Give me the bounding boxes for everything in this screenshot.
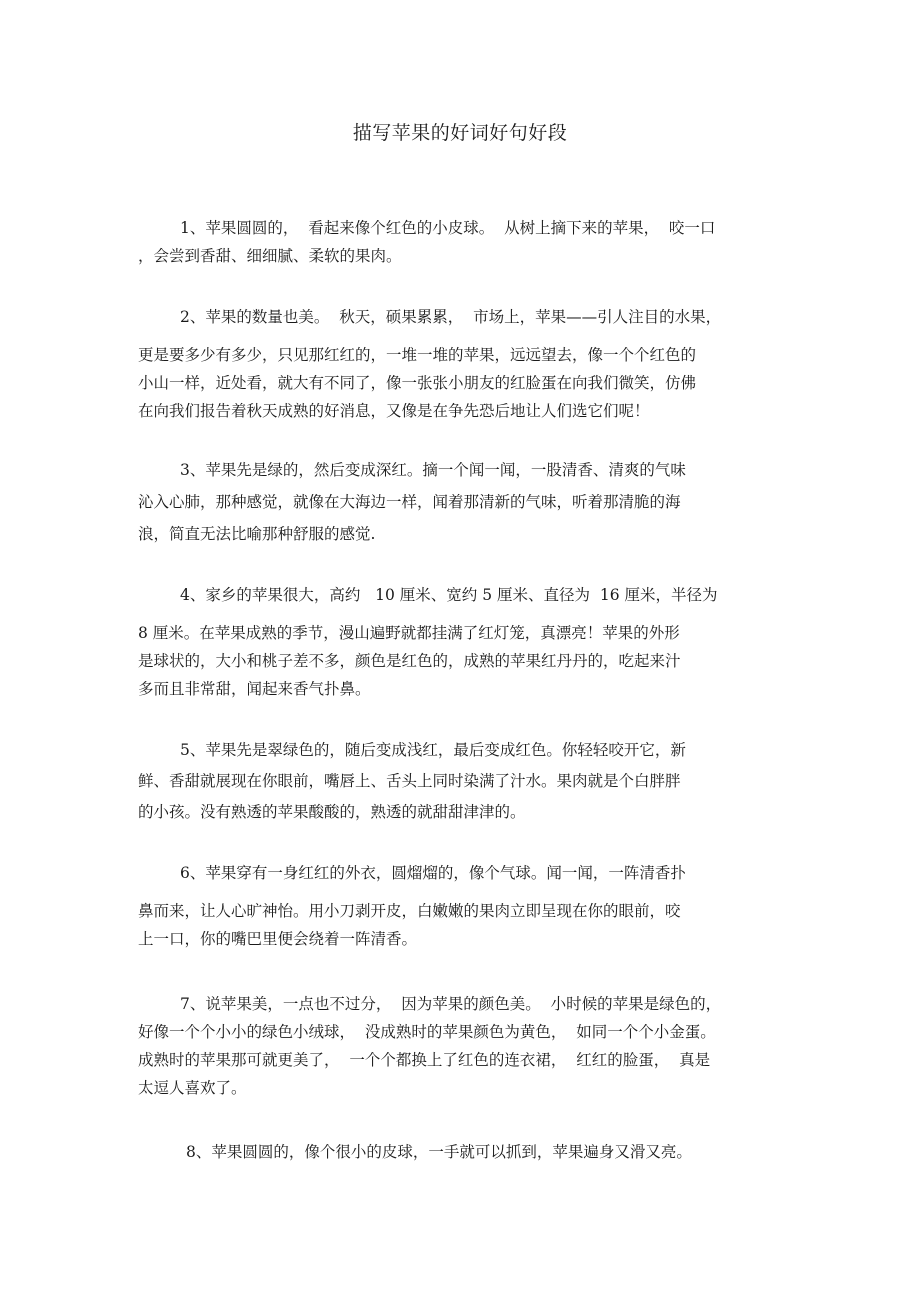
paragraph-8 <box>138 1138 788 1166</box>
paragraph-line: 鲜、香甜就展现在你眼前，嘴唇上、舌头上同时染满了汁水。果肉就是个白胖胖 <box>138 772 681 790</box>
paragraph-line: 更是要多少有多少，只见那红红的，一堆一堆的苹果，远远望去，像一个个红色的 <box>138 346 697 364</box>
paragraph-line: 的小孩。没有熟透的苹果酸酸的，熟透的就甜甜津津的。 <box>138 803 526 821</box>
paragraph-line: 成熟时的苹果那可就更美了， 一个个都换上了红色的连衣裙， 红红的脸蛋， 真是 <box>138 1051 711 1069</box>
paragraph-line: 8、苹果圆圆的，像个很小的皮球，一手就可以抓到，苹果遍身又滑又亮。 <box>186 1143 692 1161</box>
paragraph-6 <box>138 859 788 953</box>
paragraph-line: 多而且非常甜，闻起来香气扑鼻。 <box>138 680 371 698</box>
paragraph-line: 8 厘米。在苹果成熟的季节，漫山遍野就都挂满了红灯笼，真漂亮！苹果的外形 <box>138 624 680 642</box>
paragraph-line: 好像一个个小小的绿色小绒球， 没成熟时的苹果颜色为黄色， 如同一个个小金蛋。 <box>138 1023 716 1041</box>
paragraph-line: 浪，简直无法比喻那种舒服的感觉. <box>138 525 376 543</box>
paragraph-line: 是球状的，大小和桃子差不多，颜色是红色的，成熟的苹果红丹丹的，吃起来汁 <box>138 652 681 670</box>
paragraph-2 <box>138 303 788 425</box>
paragraph-5 <box>138 736 788 826</box>
paragraph-line: 2、苹果的数量也美。 秋天，硕果累累， 市场上，苹果——引人注目的水果， <box>180 308 722 326</box>
paragraph-line: 鼻而来，让人心旷神怡。用小刀剥开皮，白嫩嫩的果肉立即呈现在你的眼前，咬 <box>138 902 681 920</box>
paragraph-line: 4、家乡的苹果很大，高约 10 厘米、宽约 5 厘米、直径为 16 厘米，半径为 <box>180 586 718 604</box>
paragraph-line: 在向我们报告着秋天成熟的好消息，又像是在争先恐后地让人们选它们呢！ <box>138 402 650 420</box>
paragraph-line: 1、苹果圆圆的， 看起来像个红色的小皮球。 从树上摘下来的苹果， 咬一口 <box>180 219 716 237</box>
paragraph-4 <box>138 581 788 703</box>
paragraph-line: 7、说苹果美，一点也不过分， 因为苹果的颜色美。 小时候的苹果是绿色的， <box>180 995 722 1013</box>
paragraph-3 <box>138 456 788 548</box>
paragraph-line: 6、苹果穿有一身红红的外衣，圆熘熘的，像个气球。闻一闻，一阵清香扑 <box>180 864 686 882</box>
paragraph-1 <box>138 214 788 270</box>
paragraph-line: 小山一样，近处看，就大有不同了，像一张张小朋友的红脸蛋在向我们微笑，仿佛 <box>138 374 697 392</box>
paragraph-line: 沁入心肺，那种感觉，就像在大海边一样，闻着那清新的气味，听着那清脆的海 <box>138 493 681 511</box>
paragraph-line: 5、苹果先是翠绿色的，随后变成浅红，最后变成红色。你轻轻咬开它，新 <box>180 741 686 759</box>
paragraph-line: 上一口，你的嘴巴里便会绕着一阵清香。 <box>138 930 418 948</box>
paragraph-7 <box>138 990 788 1102</box>
document-title: 描写苹果的好词好句好段 <box>352 122 568 144</box>
paragraph-line: ，会尝到香甜、细细腻、柔软的果肉。 <box>138 247 402 265</box>
paragraph-line: 3、苹果先是绿的，然后变成深红。摘一个闻一闻，一股清香、清爽的气味 <box>180 461 686 479</box>
paragraph-line: 太逗人喜欢了。 <box>138 1079 247 1097</box>
